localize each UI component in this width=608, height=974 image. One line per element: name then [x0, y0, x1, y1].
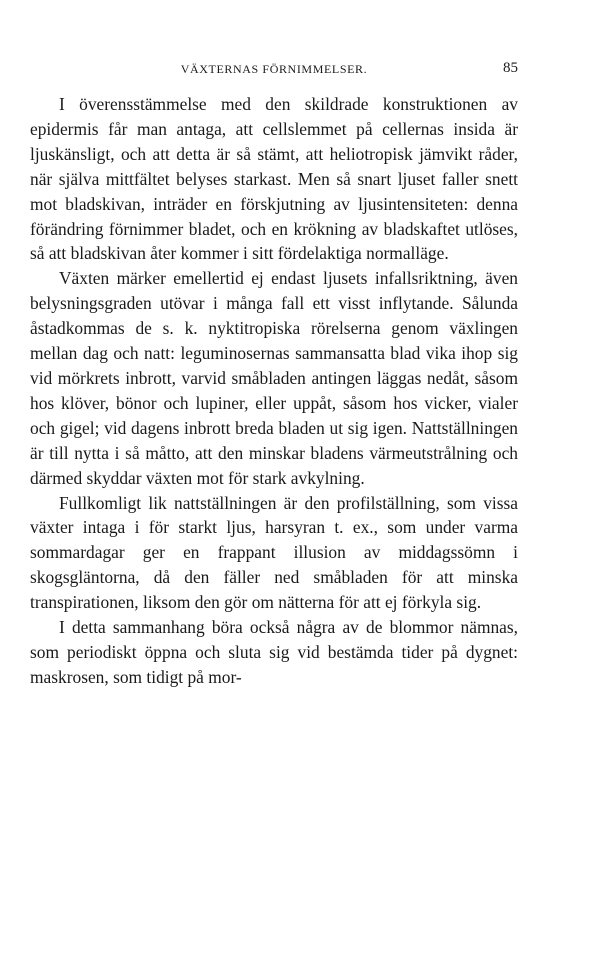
- paragraph-3: Fullkomligt lik nattställningen är den profilställning, som vissa växter intaga i för starkt ljus, harsyran t. ex., som under varma sommardagar ger en frappant illusion av middagssömn i skogsgläntorna, då den fäller ned småbladen för att minska transpirationen, liksom den gör om nätterna för att ej förkyla sig.: [30, 492, 518, 613]
- book-page: [30, 62, 518, 690]
- running-title: VÄXTERNAS FÖRNIMMELSER.: [180, 62, 368, 76]
- paragraph-2: Växten märker emellertid ej endast ljusets infallsriktning, även belysningsgraden utövar i många fall ett visst inflytande. Sålunda åstadkommas de s. k. nyktitropiska rörelserna genom växlingen mellan dag och natt: leguminosernas sammansatta blad vika ihop sig vid mörkrets inbrott, varvid småbladen antingen läggas nedåt, såsom hos klöver, bönor och lupiner, eller uppåt, såsom hos vicker, vialer och gigel; vid dagens inbrott breda bladen ut sig igen. Nattställningen är till nytta i så måtto, att den minskar bladens värmeutstrålning och därmed skyddar växten mot för stark avkylning.: [30, 268, 518, 488]
- page-header: [30, 62, 518, 86]
- paragraph-1: I överensstämmelse med den skildrade konstruktionen av epidermis får man antaga, att cellslemmet på cellernas insida är ljuskänsligt, och att detta är så stämt, att heliotropisk jämvikt råder, när själva mittfältet belyses starkast. Men så snart ljuset faller snett mot bladskivan, inträder en förskjutning av ljusintensiteten: denna förändring förnimmer bladet, och en krökning av bladskaftet utlöses, så att bladskivan åter kommer i sitt fördelaktiga normalläge.: [30, 94, 518, 264]
- body-text: [30, 92, 518, 690]
- paragraph-4: I detta sammanhang böra också några av de blommor nämnas, som periodiskt öppna och sluta sig vid bestämda tider på dygnet: maskrosen, som tidigt på mor-: [30, 617, 518, 687]
- page-number: 85: [503, 60, 518, 76]
